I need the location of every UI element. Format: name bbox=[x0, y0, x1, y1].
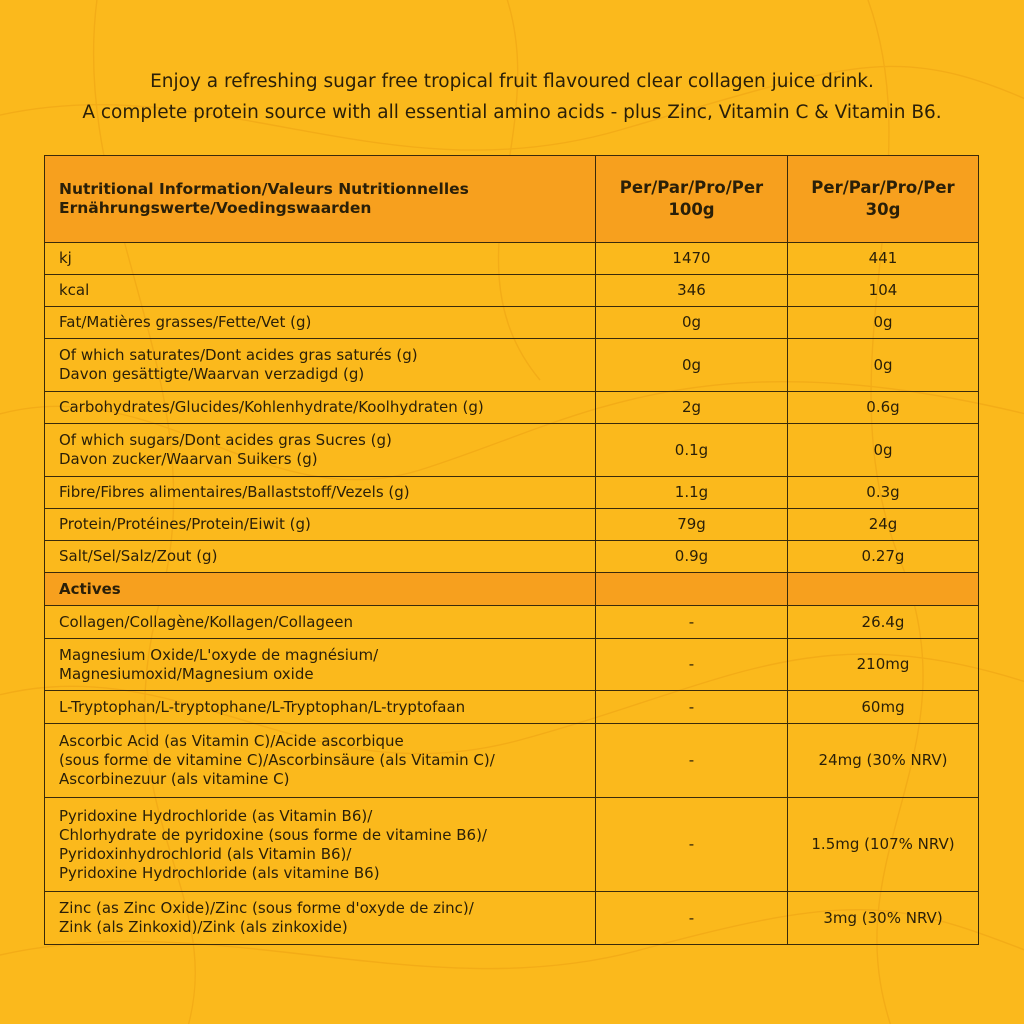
value-per-30g: 0g bbox=[788, 339, 979, 392]
table-row bbox=[45, 477, 979, 509]
value-per-100g: - bbox=[596, 639, 788, 691]
value-per-100g: 0.1g bbox=[596, 424, 788, 477]
nutrient-name: Ascorbic Acid (as Vitamin C)/Acide ascorbique (sous forme de vitamine C)/Ascorbinsäure (als Vitamin C)/ Ascorbinezuur (als vitamine C) bbox=[45, 724, 596, 798]
nutrient-name: L-Tryptophan/L-tryptophane/L-Tryptophan/L-tryptofaan bbox=[45, 691, 596, 724]
table-body bbox=[45, 243, 979, 945]
value-per-100g: 0g bbox=[596, 339, 788, 392]
value-per-100g: 0.9g bbox=[596, 541, 788, 573]
value-per-30g: 0g bbox=[788, 424, 979, 477]
table-row bbox=[45, 424, 979, 477]
table-row bbox=[45, 892, 979, 945]
table-row bbox=[45, 691, 979, 724]
value-per-30g: 24mg (30% NRV) bbox=[788, 724, 979, 798]
table-header-row bbox=[45, 156, 979, 243]
nutrient-name: Salt/Sel/Salz/Zout (g) bbox=[45, 541, 596, 573]
value-per-30g: 0.3g bbox=[788, 477, 979, 509]
value-per-100g: - bbox=[596, 892, 788, 945]
table-row bbox=[45, 307, 979, 339]
value-per-100g: 1.1g bbox=[596, 477, 788, 509]
actives-label: Actives bbox=[45, 573, 596, 606]
value-per-100g: - bbox=[596, 606, 788, 639]
intro-line-1: Enjoy a refreshing sugar free tropical fruit flavoured clear collagen juice drink. bbox=[150, 71, 874, 92]
value-per-100g: 2g bbox=[596, 392, 788, 424]
nutrient-name: Pyridoxine Hydrochloride (as Vitamin B6)/ Chlorhydrate de pyridoxine (sous forme de vitamine B6)/ Pyridoxinhydrochlorid (als Vitamin B6)/ Pyridoxine Hydrochloride (als vitamine B6) bbox=[45, 798, 596, 892]
value-per-100g: 346 bbox=[596, 275, 788, 307]
value-per-30g: 1.5mg (107% NRV) bbox=[788, 798, 979, 892]
nutrient-name: kcal bbox=[45, 275, 596, 307]
value-per-30g: 24g bbox=[788, 509, 979, 541]
table-row bbox=[45, 243, 979, 275]
table-row bbox=[45, 392, 979, 424]
intro-text bbox=[0, 66, 1024, 128]
value-per-30g: 3mg (30% NRV) bbox=[788, 892, 979, 945]
table-row bbox=[45, 606, 979, 639]
header-per-100g: Per/Par/Pro/Per 100g bbox=[596, 156, 788, 243]
value-per-100g: 1470 bbox=[596, 243, 788, 275]
value-per-30g: 0g bbox=[788, 307, 979, 339]
table-row bbox=[45, 509, 979, 541]
empty-cell bbox=[596, 573, 788, 606]
intro-line-2: A complete protein source with all essential amino acids - plus Zinc, Vitamin C & Vitamin B6. bbox=[82, 102, 942, 123]
nutrient-name: Carbohydrates/Glucides/Kohlenhydrate/Koolhydraten (g) bbox=[45, 392, 596, 424]
nutrient-name: Protein/Protéines/Protein/Eiwit (g) bbox=[45, 509, 596, 541]
actives-section-row bbox=[45, 573, 979, 606]
value-per-30g: 104 bbox=[788, 275, 979, 307]
value-per-100g: 0g bbox=[596, 307, 788, 339]
nutrient-name: kj bbox=[45, 243, 596, 275]
nutrition-table bbox=[44, 155, 979, 945]
nutrient-name: Zinc (as Zinc Oxide)/Zinc (sous forme d'oxyde de zinc)/ Zink (als Zinkoxid)/Zink (als zinkoxide) bbox=[45, 892, 596, 945]
nutrient-name: Magnesium Oxide/L'oxyde de magnésium/ Magnesiumoxid/Magnesium oxide bbox=[45, 639, 596, 691]
value-per-100g: - bbox=[596, 691, 788, 724]
empty-cell bbox=[788, 573, 979, 606]
header-nutrition-info: Nutritional Information/Valeurs Nutritionnelles Ernährungswerte/Voedingswaarden bbox=[45, 156, 596, 243]
value-per-30g: 0.27g bbox=[788, 541, 979, 573]
value-per-30g: 441 bbox=[788, 243, 979, 275]
table-row bbox=[45, 541, 979, 573]
table-row bbox=[45, 639, 979, 691]
value-per-30g: 60mg bbox=[788, 691, 979, 724]
value-per-30g: 0.6g bbox=[788, 392, 979, 424]
nutrient-name: Of which sugars/Dont acides gras Sucres (g) Davon zucker/Waarvan Suikers (g) bbox=[45, 424, 596, 477]
table-row bbox=[45, 275, 979, 307]
table-row bbox=[45, 724, 979, 798]
nutrient-name: Of which saturates/Dont acides gras saturés (g) Davon gesättigte/Waarvan verzadigd (g) bbox=[45, 339, 596, 392]
header-per-30g: Per/Par/Pro/Per 30g bbox=[788, 156, 979, 243]
value-per-100g: - bbox=[596, 724, 788, 798]
value-per-30g: 210mg bbox=[788, 639, 979, 691]
nutrient-name: Collagen/Collagène/Kollagen/Collageen bbox=[45, 606, 596, 639]
value-per-30g: 26.4g bbox=[788, 606, 979, 639]
nutrient-name: Fat/Matières grasses/Fette/Vet (g) bbox=[45, 307, 596, 339]
table-row bbox=[45, 798, 979, 892]
value-per-100g: - bbox=[596, 798, 788, 892]
value-per-100g: 79g bbox=[596, 509, 788, 541]
nutrient-name: Fibre/Fibres alimentaires/Ballaststoff/Vezels (g) bbox=[45, 477, 596, 509]
table-row bbox=[45, 339, 979, 392]
